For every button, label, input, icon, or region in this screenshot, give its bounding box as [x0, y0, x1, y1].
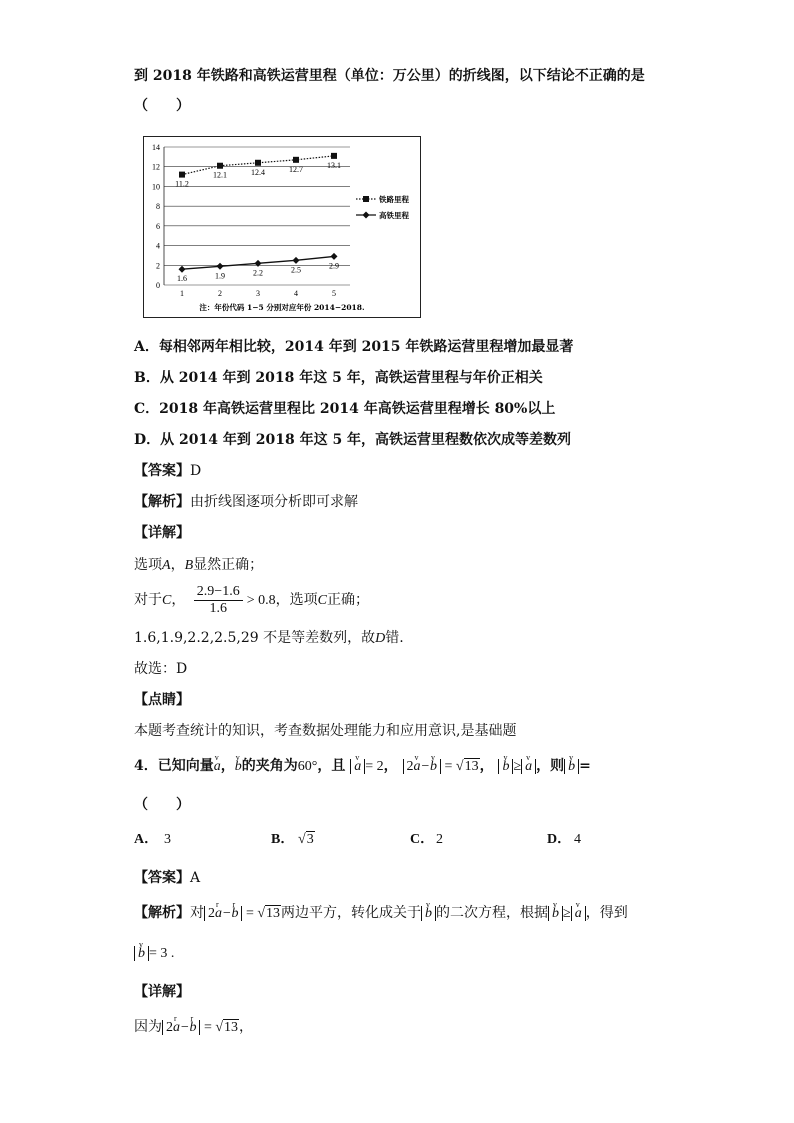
abs-a2: v a — [521, 759, 536, 774]
data-point-square — [293, 157, 299, 163]
sqrt-13: √13 — [257, 906, 281, 921]
detail-text: 对于 — [134, 592, 162, 608]
detail-text: 正确； — [326, 592, 369, 608]
q3-choose: 故选：D — [134, 661, 188, 677]
q4-option-d-value: 4 — [574, 832, 581, 847]
q4-analysis: 【解析】对 2r a−r b = √13两边平方，转化成关于v b 的二次方程，根据v b ≥v a ，得到 — [134, 903, 628, 924]
abs-b: v b — [421, 906, 436, 921]
angle-value: 60° — [297, 759, 318, 774]
detail-text: 1.6,1.9,2.2,2.5,29 不是等差数列，故 — [134, 630, 376, 646]
q4-option-c-label: C． — [410, 832, 435, 847]
analysis-text: 的二次方程，根据 — [436, 905, 549, 921]
cond1: = 2 — [365, 759, 384, 774]
chart-note: 注：年份代码 1−5 分别对应年份 2014−2018. — [199, 303, 365, 312]
q4-paren: （ ） — [134, 797, 190, 813]
line-chart — [143, 136, 421, 318]
q4-option-a-label: A． — [134, 832, 159, 847]
q3-detail-line1 — [134, 555, 263, 576]
q4-stem-text: 的夹角为 — [241, 758, 298, 774]
q4-option-a-value: 3 — [164, 832, 171, 847]
q4-stem-text: 4．已知向量 — [134, 758, 214, 774]
abs-2a-minus-b: 2r a−r b — [162, 1020, 200, 1035]
q3-comment: 本题考查统计的知识，考查数据处理能力和应用意识,是基础题 — [134, 723, 517, 739]
analysis-text: ，得到 — [585, 905, 628, 921]
y-tick-label: 10 — [152, 182, 160, 192]
detail-text: 错. — [385, 630, 404, 646]
detail-text: ， — [239, 1019, 254, 1035]
q3-comment-tag — [134, 690, 190, 710]
detail-inequality: > 0.8 — [246, 593, 276, 608]
q3-paren: （ ） — [134, 98, 190, 114]
q4-stem-text: = — [579, 758, 591, 774]
data-point-diamond — [331, 253, 338, 260]
q3-answer — [134, 461, 201, 481]
data-point-diamond — [293, 257, 300, 264]
data-label: 1.9 — [215, 271, 225, 281]
q4-option-c-value: 2 — [436, 832, 443, 847]
abs-a: v a — [571, 906, 586, 921]
answer-value: D — [190, 463, 202, 479]
data-label: 2.2 — [253, 268, 263, 278]
abs-b: v b — [134, 946, 149, 961]
data-point-square — [217, 163, 223, 169]
data-point-diamond — [217, 263, 224, 270]
q3-option-c: C．2018 年高铁运营里程比 2014 年高铁运营里程增长 80%以上 — [134, 401, 556, 417]
data-label: 2.9 — [329, 261, 339, 271]
q3-option-d: D．从 2014 年到 2018 年这 5 年，高铁运营里程数依次成等差数列 — [134, 432, 572, 448]
detail-tag: 【详解】 — [134, 525, 190, 541]
q4-option-b-label: B． — [271, 832, 295, 847]
legend-label: 铁路里程 — [379, 195, 409, 204]
abs-b2: v b — [564, 759, 579, 774]
data-label: 13.1 — [327, 160, 341, 170]
analysis-text: 对 — [190, 905, 204, 921]
abs-2a-minus-b: 2r a−r b — [204, 906, 242, 921]
analysis-tag: 【解析】 — [134, 905, 190, 921]
detail-text: 选项 — [134, 557, 162, 573]
chart-svg — [144, 137, 420, 317]
y-tick-label: 14 — [152, 143, 160, 152]
detail-text: 因为 — [134, 1019, 162, 1035]
q4-detail-line1: 因为 2r a−r b = √13， — [134, 1017, 253, 1038]
data-point-square — [179, 172, 185, 178]
data-label: 11.2 — [175, 179, 189, 189]
abs-b: v b — [548, 906, 563, 921]
detail-tag: 【详解】 — [134, 984, 190, 1000]
data-point-diamond — [179, 266, 186, 273]
detail-var: C — [162, 593, 172, 608]
q4-option-b-value: √3 — [298, 832, 314, 847]
detail-var: A — [162, 558, 171, 573]
q4-stem-text: ，则 — [536, 758, 565, 774]
abs-a: v a — [350, 759, 365, 774]
answer-tag: 【答案】 — [134, 463, 190, 479]
y-tick-label: 4 — [156, 241, 160, 251]
q4-analysis-line2 — [134, 943, 174, 964]
data-label: 1.6 — [177, 274, 187, 284]
x-tick-label: 5 — [332, 289, 336, 298]
sqrt-13: √13 — [215, 1020, 239, 1035]
legend-marker — [363, 196, 369, 202]
vector-a: v a — [214, 757, 221, 777]
legend-label: 高铁里程 — [379, 211, 409, 220]
q3-detail-line3 — [134, 628, 404, 649]
q4-answer — [134, 868, 200, 888]
analysis-text: 由折线图逐项分析即可求解 — [190, 494, 358, 510]
cond3: ≥ — [513, 759, 522, 774]
data-point-diamond — [255, 260, 262, 267]
answer-value: A — [190, 870, 201, 886]
y-tick-label: 0 — [156, 281, 160, 290]
q4-stem: 4．已知向量v a，v b的夹角为60°，且 v a = 2， 2v a−v b = √13， v b ≥v a ，则v b = — [134, 756, 591, 777]
fraction-denominator: 1.6 — [209, 600, 227, 616]
y-tick-label: 6 — [156, 221, 160, 231]
q3-option-a: A．每相邻两年相比较，2014 年到 2015 年铁路运营里程增加最显著 — [134, 339, 574, 355]
analysis-tag: 【解析】 — [134, 494, 190, 510]
fraction-numerator: 2.9−1.6 — [194, 584, 243, 601]
detail-var: D — [375, 631, 386, 646]
detail-var: B — [184, 558, 194, 573]
data-label: 12.7 — [289, 164, 303, 174]
q3-analysis — [134, 492, 358, 512]
x-tick-label: 1 — [180, 289, 184, 298]
data-point-square — [255, 160, 261, 166]
x-tick-label: 4 — [294, 289, 298, 298]
y-tick-label: 8 — [156, 202, 160, 212]
fraction — [194, 584, 243, 617]
data-point-square — [331, 153, 337, 159]
legend-marker — [363, 212, 370, 219]
q4-stem-text: ，且 — [317, 758, 346, 774]
x-tick-label: 3 — [256, 289, 260, 298]
q3-stem: 到 2018 年铁路和高铁运营里程（单位：万公里）的折线图，以下结论不正确的是 — [134, 68, 645, 84]
detail-var: C — [317, 593, 327, 608]
q4-detail-tag — [134, 982, 190, 1002]
data-label: 2.5 — [291, 265, 301, 275]
data-label: 12.1 — [213, 170, 227, 180]
answer-tag: 【答案】 — [134, 870, 190, 886]
x-tick-label: 2 — [218, 289, 222, 298]
vector-b: v b — [235, 757, 242, 777]
q3-option-b: B．从 2014 年到 2018 年这 5 年，高铁运营里程与年价正相关 — [134, 370, 543, 386]
q3-detail-tag — [134, 523, 190, 543]
q3-detail-line2: 对于C， $\frac{2.9-1.6}{1.6}$ > 0.8，选项C正确； — [134, 583, 369, 616]
y-tick-label: 12 — [152, 162, 160, 172]
q4-stem-text: ， — [220, 758, 235, 774]
analysis-result: = 3 . — [149, 946, 175, 961]
detail-text: ，选项 — [275, 592, 318, 608]
q4-option-d-label: D． — [547, 832, 572, 847]
sqrt-13: √13 — [455, 759, 479, 774]
analysis-text: 两边平方，转化成关于 — [281, 905, 422, 921]
y-tick-label: 2 — [156, 261, 160, 271]
detail-text: 显然正确； — [193, 557, 264, 573]
comment-tag: 【点睛】 — [134, 692, 190, 708]
abs-b: v b — [498, 759, 513, 774]
data-label: 12.4 — [251, 167, 265, 177]
detail-text: ， — [170, 557, 185, 573]
abs-2a-minus-b: 2v a−v b — [403, 759, 441, 774]
